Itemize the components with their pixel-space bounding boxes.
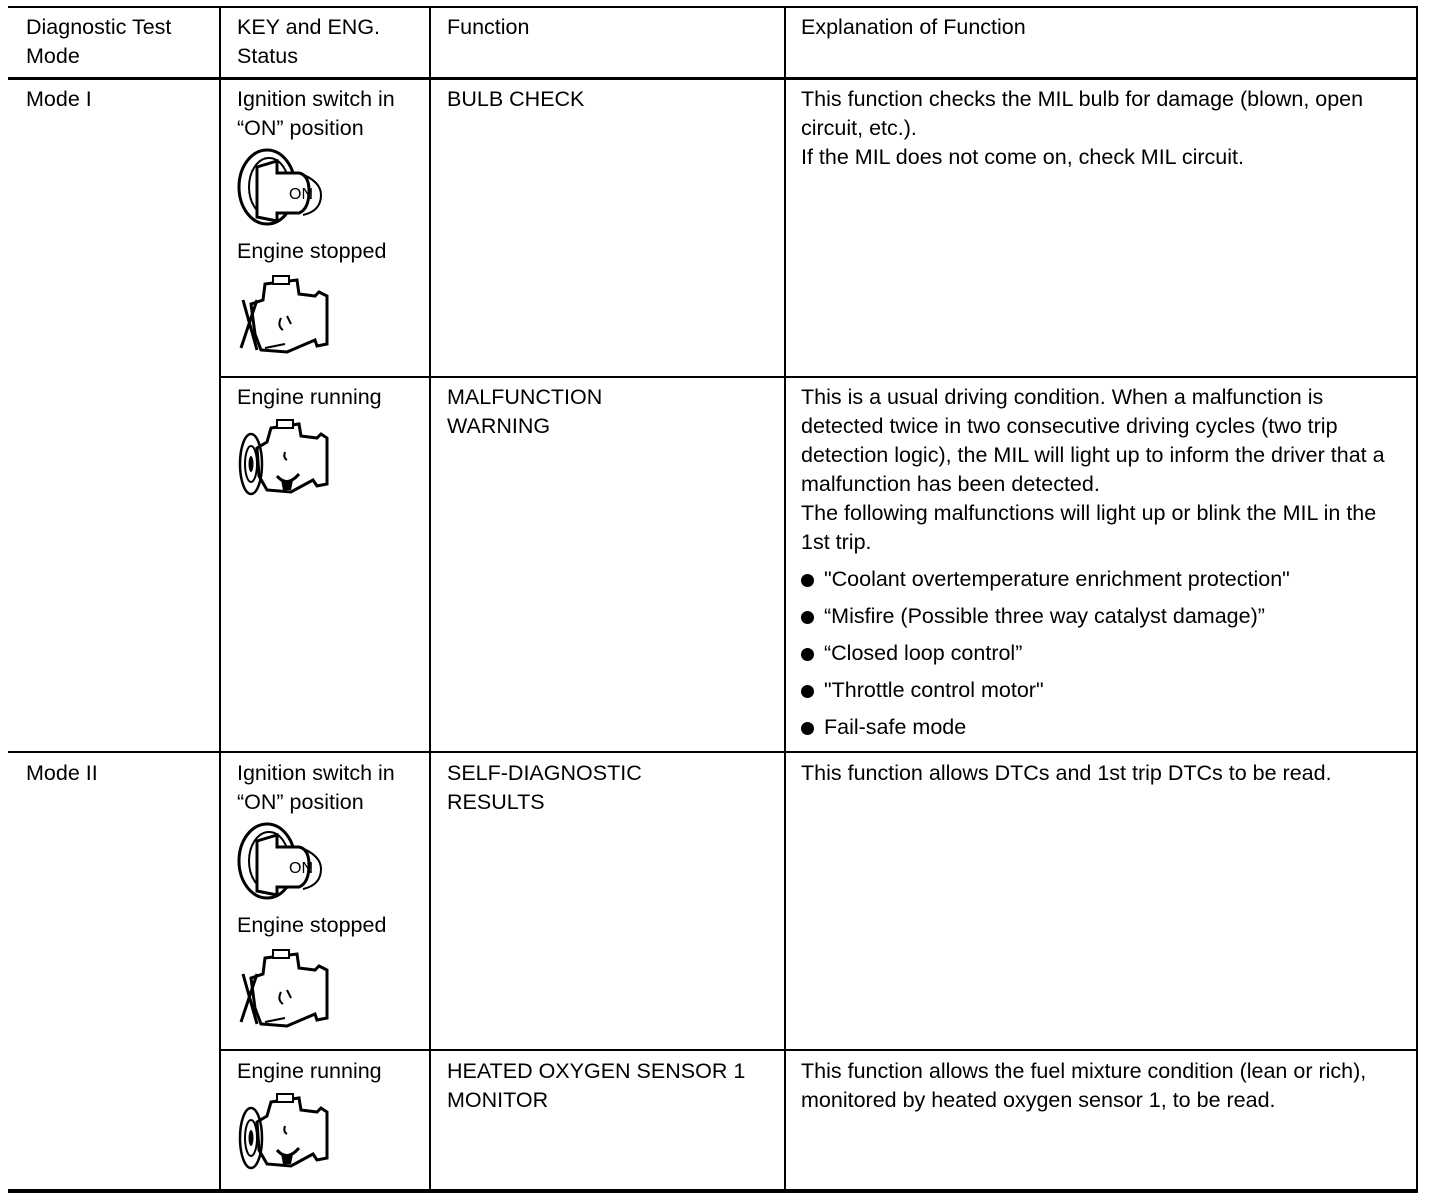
malfunction-list [801, 565, 1401, 742]
header-function: Function [447, 15, 530, 39]
row-divider [220, 1049, 1418, 1051]
column-divider [784, 6, 786, 1193]
function-name: HEATED OXYGEN SENSOR 1 MONITOR [447, 1059, 746, 1112]
key-eng-status [237, 383, 422, 506]
column-divider [219, 6, 221, 1193]
function-explanation [801, 85, 1401, 172]
status-text: Engine running [237, 1059, 382, 1083]
key-eng-status [237, 1057, 422, 1180]
status-text: Ignition switch in “ON” position [237, 761, 395, 814]
key-on-label: ON [289, 860, 313, 877]
explanation-text: This is a usual driving condition. When a malfunction is detected twice in two consecutive driving cycles (two trip detection logic), the MIL will light up to inform the driver that a malfunction has been detected. [801, 385, 1385, 496]
explanation-text: This function allows the fuel mixture condition (lean or rich), monitored by heated oxygen sensor 1, to be read. [801, 1059, 1367, 1112]
engine-running-icon [237, 418, 329, 506]
ignition-key-on-icon [237, 147, 329, 233]
explanation-text: The following malfunctions will light up or blink the MIL in the 1st trip. [801, 501, 1377, 554]
engine-stopped-icon [237, 274, 329, 362]
function-name: MALFUNCTION WARNING [447, 385, 603, 438]
function-explanation [801, 383, 1401, 742]
table-right-border [1416, 6, 1418, 1193]
status-text: Engine running [237, 385, 382, 409]
column-divider [429, 6, 431, 1193]
header-key-eng-status: KEY and ENG. Status [237, 15, 381, 68]
list-item: “Closed loop control” [801, 639, 1401, 668]
ignition-key-on-icon [237, 821, 329, 907]
key-eng-status [237, 85, 422, 362]
key-on-label: ON [289, 186, 313, 203]
list-item: Fail-safe mode [801, 713, 1401, 742]
list-item: “Misfire (Possible three way catalyst damage)” [801, 602, 1401, 631]
list-item: "Coolant overtemperature enrichment protection" [801, 565, 1401, 594]
explanation-text: If the MIL does not come on, check MIL circuit. [801, 145, 1244, 169]
function-explanation [801, 759, 1401, 788]
header-explanation: Explanation of Function [801, 15, 1026, 39]
mode-label: Mode I [26, 87, 92, 111]
key-eng-status [237, 759, 422, 1036]
explanation-text: This function allows DTCs and 1st trip DTCs to be read. [801, 761, 1332, 785]
row-divider [220, 376, 1418, 378]
function-name: BULB CHECK [447, 87, 585, 111]
status-text: Ignition switch in “ON” position [237, 87, 395, 140]
function-explanation [801, 1057, 1401, 1115]
list-item: "Throttle control motor" [801, 676, 1401, 705]
function-name: SELF-DIAGNOSTIC RESULTS [447, 761, 642, 814]
mode-label: Mode II [26, 761, 98, 785]
header-diagnostic-test-mode: Diagnostic Test Mode [26, 15, 172, 68]
status-text: Engine stopped [237, 913, 387, 937]
engine-running-icon [237, 1092, 329, 1180]
status-text: Engine stopped [237, 239, 387, 263]
engine-stopped-icon [237, 948, 329, 1036]
explanation-text: This function checks the MIL bulb for damage (blown, open circuit, etc.). [801, 87, 1364, 140]
